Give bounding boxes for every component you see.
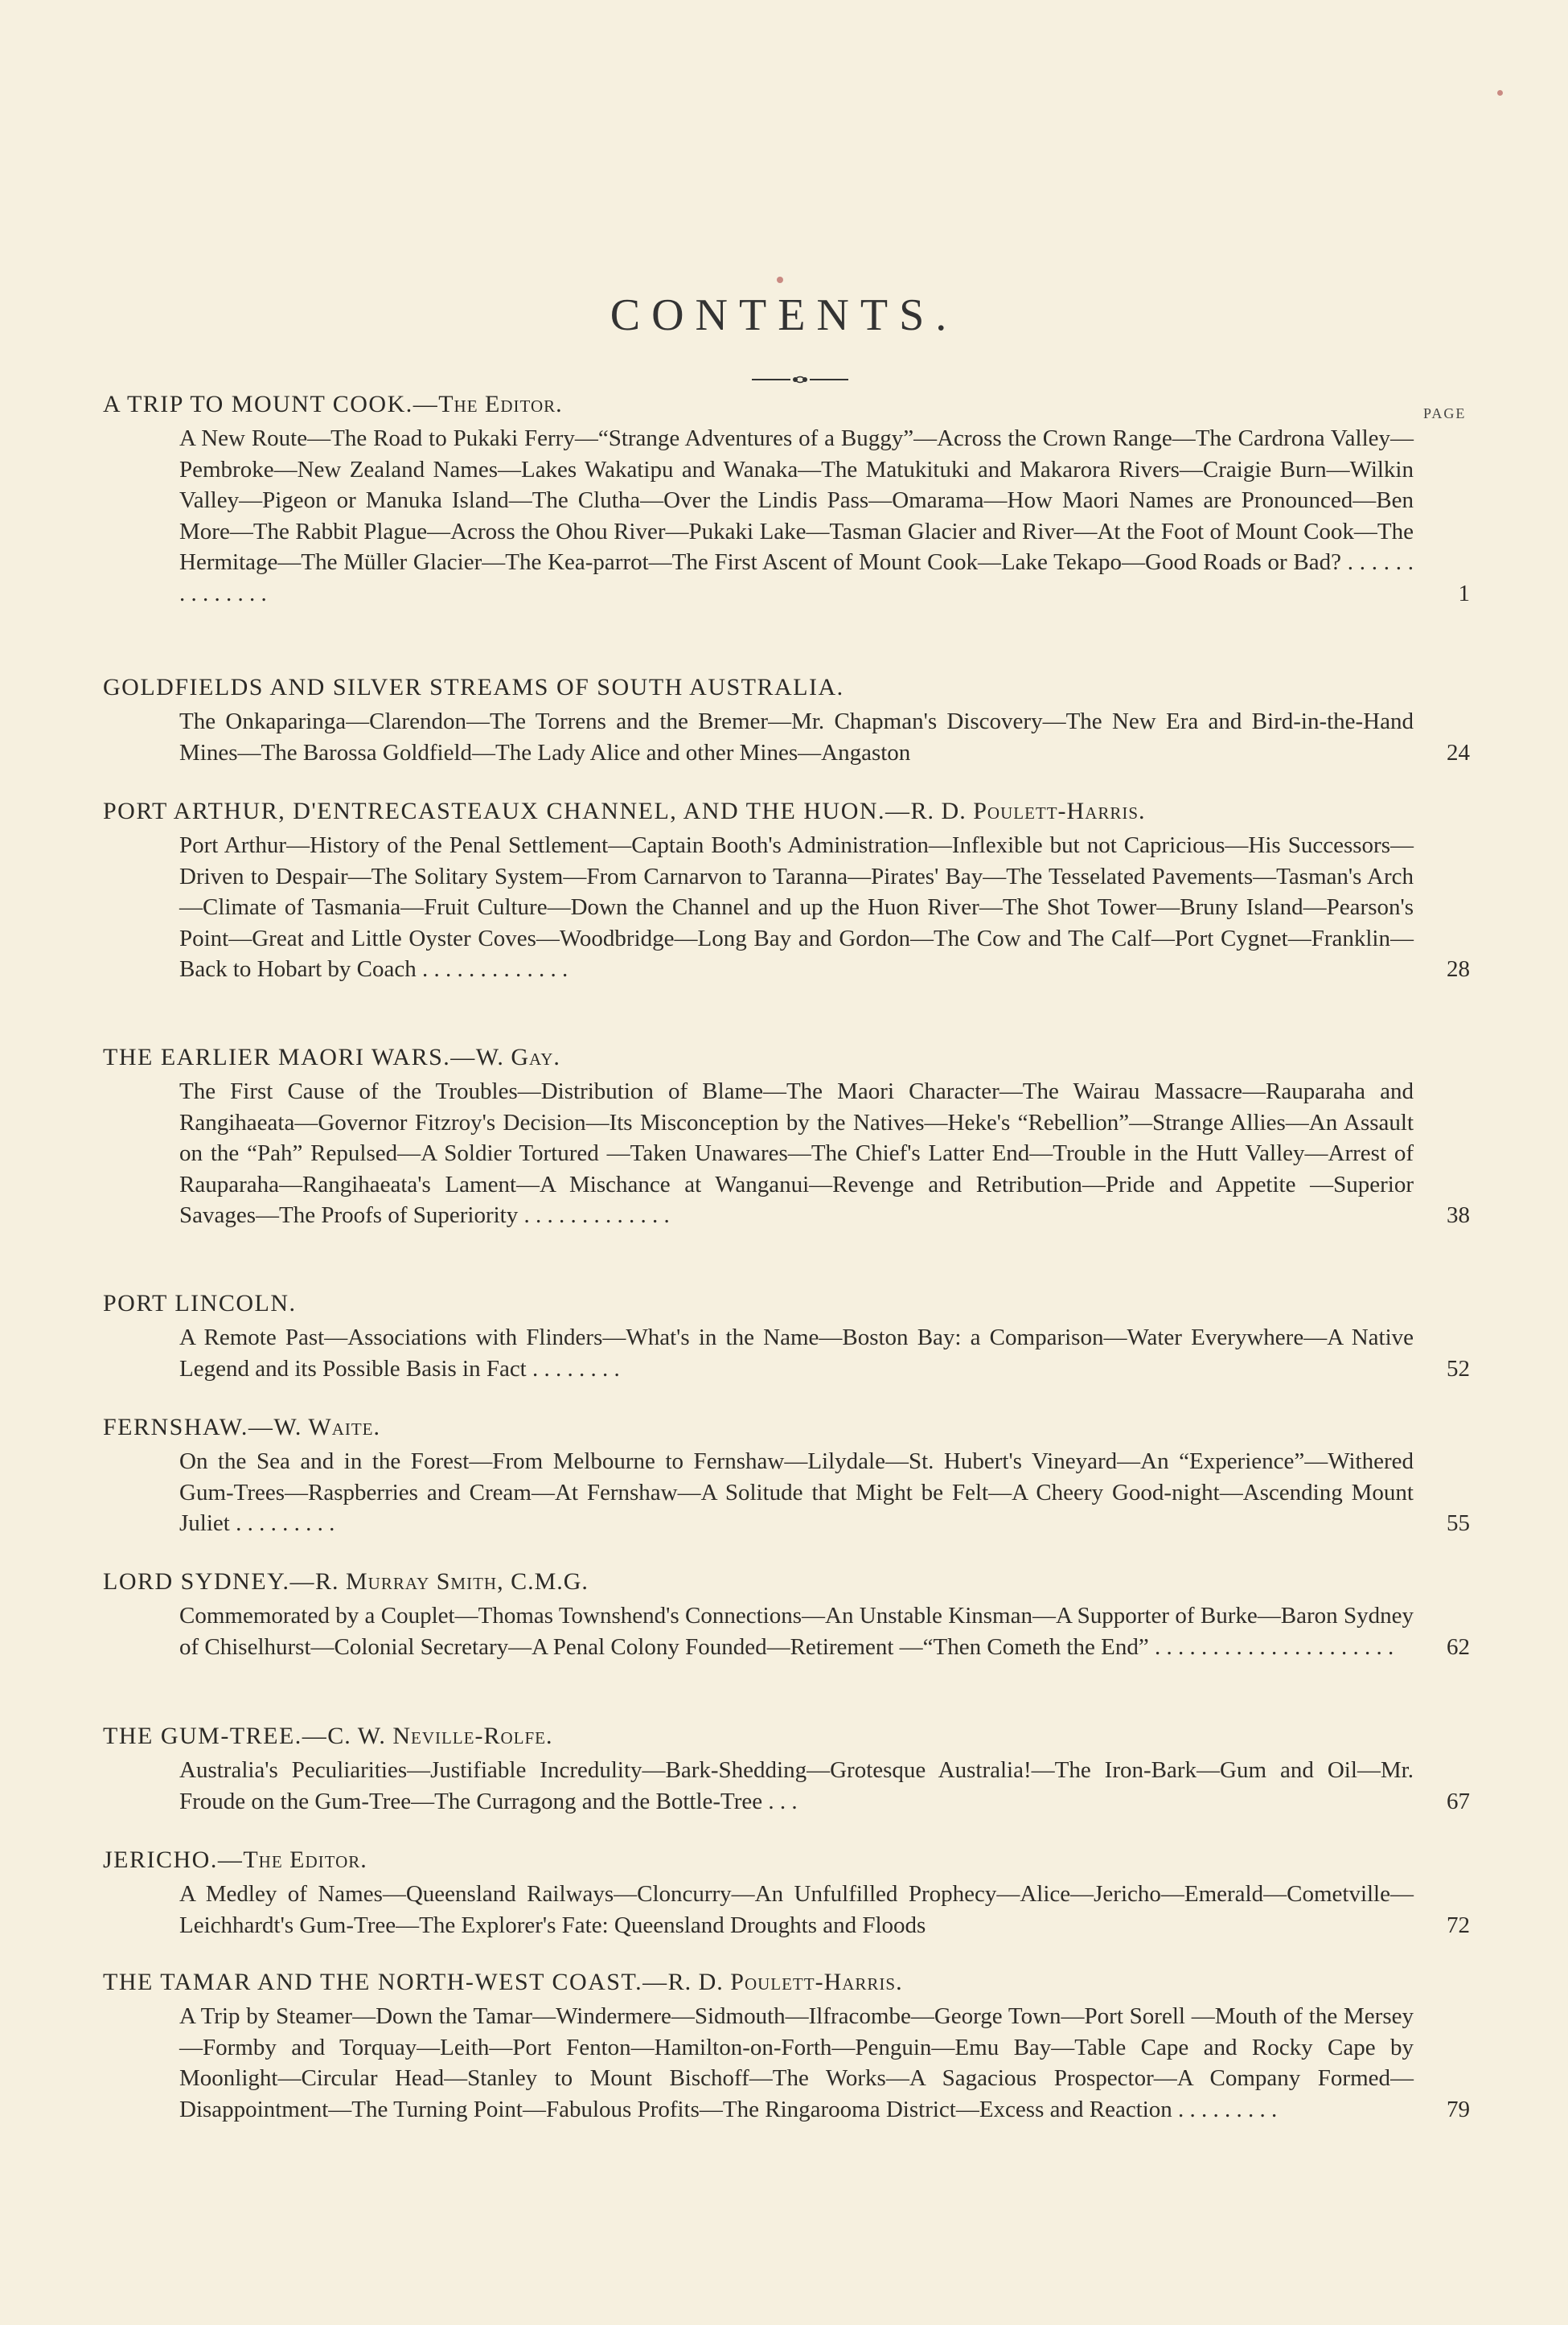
entry-author: W. Gay. xyxy=(475,1044,560,1070)
contents-entry xyxy=(103,796,1470,985)
contents-entry xyxy=(103,1567,1470,1662)
contents-entry xyxy=(103,1042,1470,1231)
entry-heading xyxy=(103,1721,1470,1752)
entry-author: R. D. Poulett-Harris. xyxy=(910,798,1146,824)
entry-heading xyxy=(103,1967,1470,1998)
page-column-label: PAGE xyxy=(1423,405,1467,421)
entry-heading xyxy=(103,796,1470,827)
page-title: CONTENTS. xyxy=(610,290,958,340)
entry-heading xyxy=(103,389,1470,420)
entry-page-number: 67 xyxy=(1447,1788,1470,1814)
entry-title: THE GUM-TREE.— xyxy=(103,1723,328,1749)
entry-page-number: 62 xyxy=(1447,1633,1470,1660)
entry-title: THE EARLIER MAORI WARS.— xyxy=(103,1044,476,1070)
entry-summary: A Trip by Steamer—Down the Tamar—Windermere—Sidmouth—Ilfracombe—George Town—Port Sorell —Mouth of the Mersey—Formby and Torquay—Leith—Port Fenton—Hamilton-on-Forth—Penguin—Emu Bay—Table Cape and Rocky Cape by Moonlight—Circular Head—Stanley to Mount Bischoff—The Works—A Sagacious Prospector—A Company Formed—Disappointment—The Turning Point—Fabulous Profits—The Ringarooma District—Excess and Reaction . . . . . . . . . xyxy=(179,2003,1414,2122)
entry-author: R. Murray Smith, C.M.G. xyxy=(314,1568,589,1595)
entry-title: THE TAMAR AND THE NORTH-WEST COAST.— xyxy=(103,1969,668,1995)
entry-page-number: 1 xyxy=(1458,580,1470,606)
entry-summary: Port Arthur—History of the Penal Settlement—Captain Booth's Administration—Inflexible but not Capricious—His Successors—Driven to Despair—The Solitary System—From Carnarvon to Taranna—Pirates' Bay—The Tesselated Pavements—Tasman's Arch—Climate of Tasmania—Fruit Culture—Down the Channel and up the Huon River—The Shot Tower—Bruny Island—Pearson's Point—Great and Little Oyster Coves—Woodbridge—Long Bay and Gordon—The Cow and The Calf—Port Cygnet—Franklin—Back to Hobart by Coach . . . . . . . . . . . . . xyxy=(179,832,1414,982)
entry-summary: Australia's Peculiarities—Justifiable Incredulity—Bark-Shedding—Grotesque Australia!—The Iron-Bark—Gum and Oil—Mr. Froude on the Gum-Tree—The Curragong and the Bottle-Tree . . . xyxy=(179,1757,1414,1814)
entry-title: PORT ARTHUR, D'ENTRECASTEAUX CHANNEL, AND THE HUON.— xyxy=(103,798,911,824)
entry-title: LORD SYDNEY.— xyxy=(103,1568,315,1595)
contents-entry xyxy=(103,1845,1470,1941)
contents-entry xyxy=(103,1721,1470,1817)
entry-summary: A Medley of Names—Queensland Railways—Cloncurry—An Unfulfilled Prophecy—Alice—Jericho—Emerald—Cometville—Leichhardt's Gum-Tree—The Explorer's Fate: Queensland Droughts and Floods xyxy=(179,1881,1414,1938)
entry-heading xyxy=(103,1845,1470,1875)
entry-author: W. Waite. xyxy=(273,1414,381,1440)
entry-title: PORT LINCOLN. xyxy=(103,1290,297,1317)
entry-page-number: 52 xyxy=(1447,1355,1470,1382)
ink-speck xyxy=(1497,90,1503,96)
entry-page-number: 55 xyxy=(1447,1510,1470,1536)
entry-author: R. D. Poulett-Harris. xyxy=(667,1969,903,1995)
entry-title: FERNSHAW.— xyxy=(103,1414,274,1440)
entry-summary: Commemorated by a Couplet—Thomas Townshend's Connections—An Unstable Kinsman—A Supporter of Burke—Baron Sydney of Chiselhurst—Colonial Secretary—A Penal Colony Founded—Retirement —“Then Cometh the End” . . . . . . . . . . . . . . . . . . . . . xyxy=(179,1603,1414,1660)
entry-summary: A New Route—The Road to Pukaki Ferry—“Strange Adventures of a Buggy”—Across the Crown Range—The Cardrona Valley—Pembroke—New Zealand Names—Lakes Wakatipu and Wanaka—The Matukituki and Makarora Rivers—Craigie Burn—Wilkin Valley—Pigeon or Manuka Island—The Clutha—Over the Lindis Pass—Omarama—How Maori Names are Pronounced—Ben More—The Rabbit Plague—Across the Ohou River—Pukaki Lake—Tasman Glacier and River—At the Foot of Mount Cook—The Hermitage—The Müller Glacier—The Kea-parrot—The First Ascent of Mount Cook—Lake Tekapo—Good Roads or Bad? . . . . . . . . . . . . . . xyxy=(179,425,1414,606)
entry-summary: On the Sea and in the Forest—From Melbourne to Fernshaw—Lilydale—St. Hubert's Vineyard—An “Experience”—Withered Gum-Trees—Raspberries and Cream—At Fernshaw—A Solitude that Might be Felt—A Cheery Good-night—Ascending Mount Juliet . . . . . . . . . xyxy=(179,1448,1414,1536)
contents-entry xyxy=(103,672,1470,768)
entry-heading xyxy=(103,1567,1470,1597)
contents-entry xyxy=(103,1967,1470,2125)
entry-title: JERICHO.— xyxy=(103,1846,244,1873)
divider-ornament-icon xyxy=(752,375,848,384)
entry-summary: A Remote Past—Associations with Flinders—What's in the Name—Boston Bay: a Comparison—Water Everywhere—A Native Legend and its Possible Basis in Fact . . . . . . . . xyxy=(179,1325,1414,1382)
entry-summary: The First Cause of the Troubles—Distribution of Blame—The Maori Character—The Wairau Massacre—Rauparaha and Rangihaeata—Governor Fitzroy's Decision—Its Misconception by the Natives—Heke's “Rebellion”—Strange Allies—An Assault on the “Pah” Repulsed—A Soldier Tortured —Taken Unawares—The Chief's Latter End—Trouble in the Hutt Valley—Arrest of Rauparaha—Rangihaeata's Lament—A Mischance at Wanganui—Revenge and Retribution—Pride and Appetite —Superior Savages—The Proofs of Superiority . . . . . . . . . . . . . xyxy=(179,1078,1414,1228)
entry-page-number: 72 xyxy=(1447,1912,1470,1938)
entry-page-number: 79 xyxy=(1447,2096,1470,2122)
entry-heading xyxy=(103,672,1470,703)
entry-author: The Editor. xyxy=(438,391,563,417)
entry-heading xyxy=(103,1042,1470,1073)
entry-heading xyxy=(103,1288,1470,1319)
entry-page-number: 38 xyxy=(1447,1202,1470,1228)
entry-heading xyxy=(103,1412,1470,1443)
entry-summary: The Onkaparinga—Clarendon—The Torrens and the Bremer—Mr. Chapman's Discovery—The New Era and Bird-in-the-Hand Mines—The Barossa Goldfield—The Lady Alice and other Mines—Angaston xyxy=(179,709,1414,766)
entry-title: A TRIP TO MOUNT COOK.— xyxy=(103,391,439,417)
ink-speck xyxy=(777,277,783,283)
entry-author: The Editor. xyxy=(243,1846,367,1873)
entry-page-number: 24 xyxy=(1447,739,1470,766)
entry-author: C. W. Neville-Rolfe. xyxy=(327,1723,553,1749)
contents-entry xyxy=(103,1412,1470,1539)
contents-entry xyxy=(103,1288,1470,1384)
contents-entry xyxy=(103,389,1470,609)
entry-page-number: 28 xyxy=(1447,956,1470,982)
entry-title: GOLDFIELDS AND SILVER STREAMS OF SOUTH AUSTRALIA. xyxy=(103,674,844,700)
